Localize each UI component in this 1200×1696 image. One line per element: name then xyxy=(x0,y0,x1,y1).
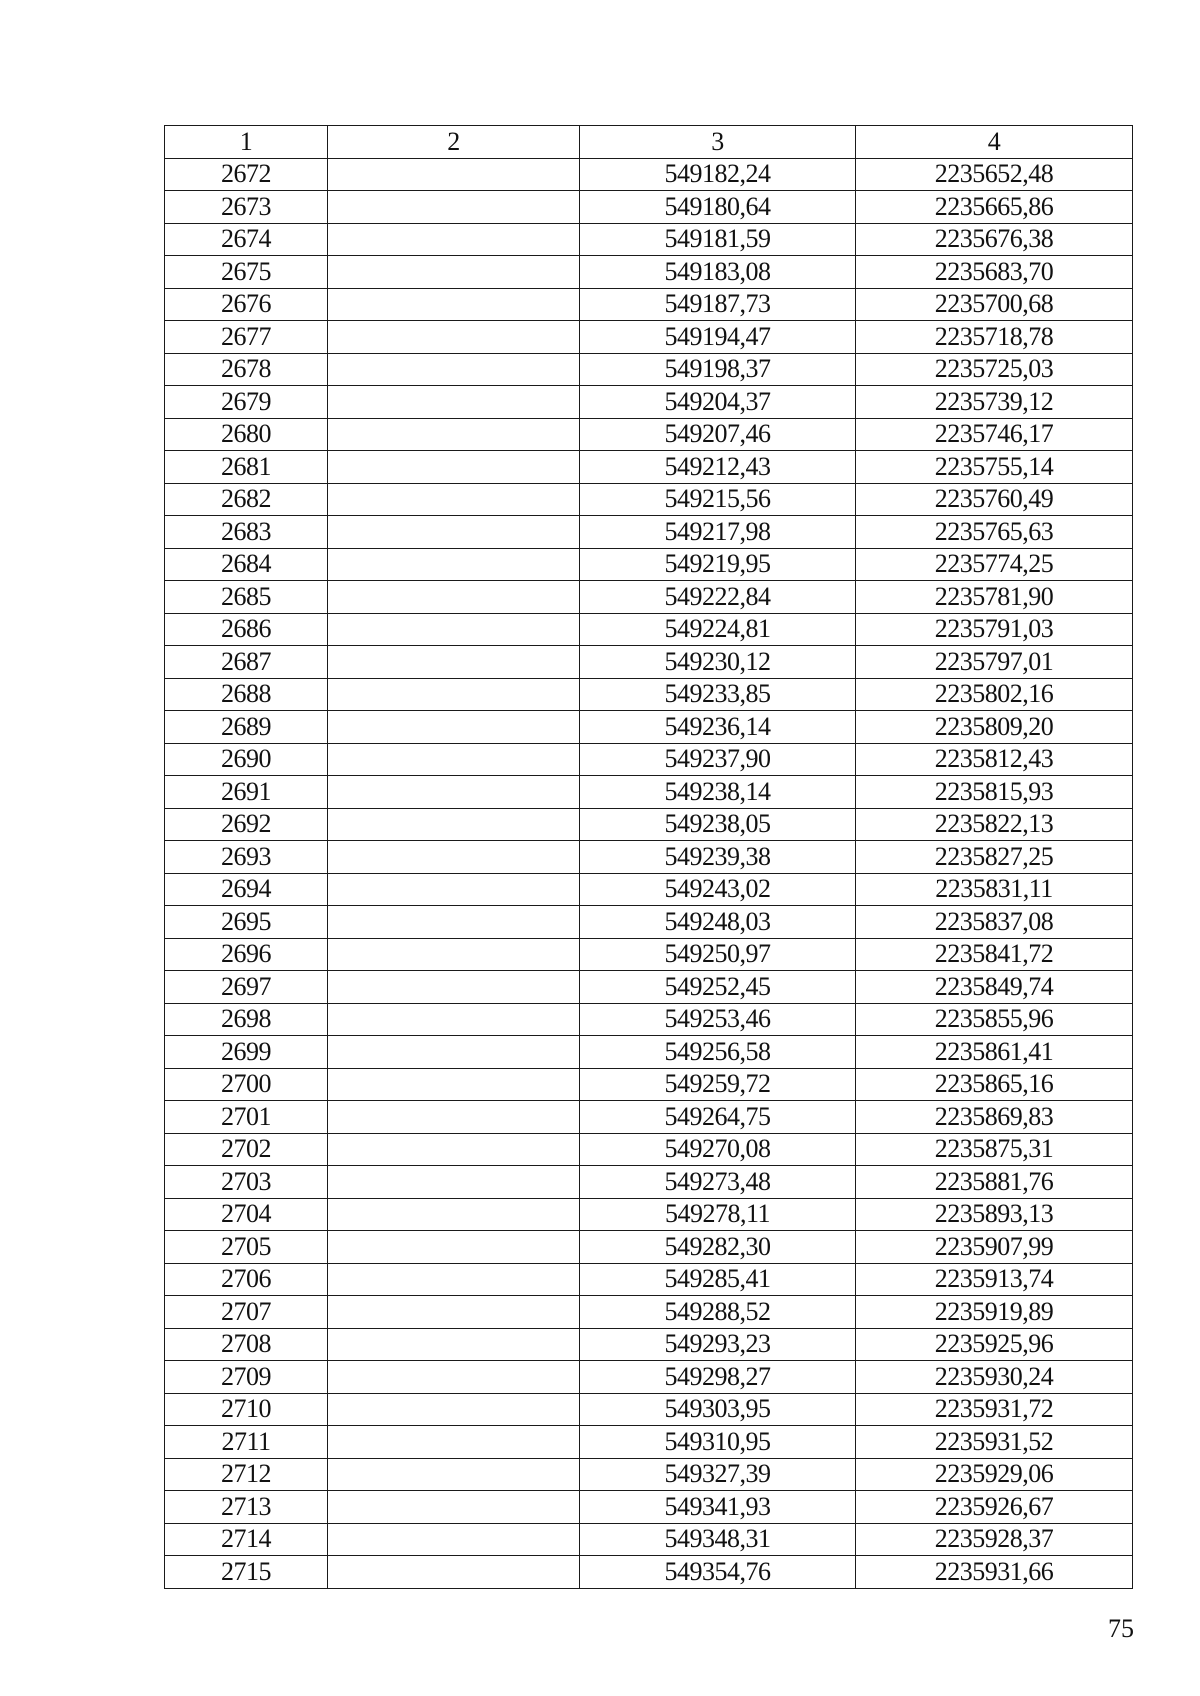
point-number-cell: 2702 xyxy=(165,1133,328,1166)
empty-cell xyxy=(328,841,580,874)
y-coordinate-cell: 2235781,90 xyxy=(856,581,1133,614)
table-row xyxy=(165,1133,1133,1166)
y-coordinate-cell: 2235837,08 xyxy=(856,906,1133,939)
x-coordinate-cell: 549215,56 xyxy=(580,483,856,516)
header-cell-1: 1 xyxy=(165,126,328,159)
empty-cell xyxy=(328,1166,580,1199)
x-coordinate-cell: 549224,81 xyxy=(580,613,856,646)
y-coordinate-cell: 2235893,13 xyxy=(856,1198,1133,1231)
x-coordinate-cell: 549282,30 xyxy=(580,1231,856,1264)
x-coordinate-cell: 549198,37 xyxy=(580,353,856,386)
empty-cell xyxy=(328,1556,580,1589)
empty-cell xyxy=(328,711,580,744)
x-coordinate-cell: 549230,12 xyxy=(580,646,856,679)
point-number-cell: 2686 xyxy=(165,613,328,646)
point-number-cell: 2701 xyxy=(165,1101,328,1134)
y-coordinate-cell: 2235919,89 xyxy=(856,1296,1133,1329)
table-row xyxy=(165,158,1133,191)
x-coordinate-cell: 549288,52 xyxy=(580,1296,856,1329)
y-coordinate-cell: 2235822,13 xyxy=(856,808,1133,841)
point-number-cell: 2710 xyxy=(165,1393,328,1426)
x-coordinate-cell: 549341,93 xyxy=(580,1491,856,1524)
point-number-cell: 2672 xyxy=(165,158,328,191)
header-cell-2: 2 xyxy=(328,126,580,159)
point-number-cell: 2677 xyxy=(165,321,328,354)
point-number-cell: 2711 xyxy=(165,1426,328,1459)
y-coordinate-cell: 2235718,78 xyxy=(856,321,1133,354)
y-coordinate-cell: 2235765,63 xyxy=(856,516,1133,549)
table-row xyxy=(165,451,1133,484)
header-cell-3: 3 xyxy=(580,126,856,159)
x-coordinate-cell: 549327,39 xyxy=(580,1458,856,1491)
y-coordinate-cell: 2235652,48 xyxy=(856,158,1133,191)
x-coordinate-cell: 549194,47 xyxy=(580,321,856,354)
x-coordinate-cell: 549183,08 xyxy=(580,256,856,289)
point-number-cell: 2693 xyxy=(165,841,328,874)
x-coordinate-cell: 549354,76 xyxy=(580,1556,856,1589)
x-coordinate-cell: 549264,75 xyxy=(580,1101,856,1134)
table-row xyxy=(165,1361,1133,1394)
table-row xyxy=(165,1068,1133,1101)
table-row xyxy=(165,1263,1133,1296)
point-number-cell: 2703 xyxy=(165,1166,328,1199)
x-coordinate-cell: 549222,84 xyxy=(580,581,856,614)
y-coordinate-cell: 2235812,43 xyxy=(856,743,1133,776)
table-row xyxy=(165,1003,1133,1036)
table-row xyxy=(165,288,1133,321)
x-coordinate-cell: 549248,03 xyxy=(580,906,856,939)
y-coordinate-cell: 2235929,06 xyxy=(856,1458,1133,1491)
table-row xyxy=(165,1491,1133,1524)
page-number: 75 xyxy=(1108,1614,1134,1643)
point-number-cell: 2695 xyxy=(165,906,328,939)
table-row xyxy=(165,841,1133,874)
table-row xyxy=(165,1458,1133,1491)
table-row xyxy=(165,711,1133,744)
x-coordinate-cell: 549181,59 xyxy=(580,223,856,256)
x-coordinate-cell: 549219,95 xyxy=(580,548,856,581)
x-coordinate-cell: 549253,46 xyxy=(580,1003,856,1036)
table-row xyxy=(165,906,1133,939)
point-number-cell: 2682 xyxy=(165,483,328,516)
x-coordinate-cell: 549278,11 xyxy=(580,1198,856,1231)
empty-cell xyxy=(328,1426,580,1459)
point-number-cell: 2712 xyxy=(165,1458,328,1491)
table-row xyxy=(165,1198,1133,1231)
table-body xyxy=(165,158,1133,1588)
table-row xyxy=(165,743,1133,776)
x-coordinate-cell: 549233,85 xyxy=(580,678,856,711)
x-coordinate-cell: 549212,43 xyxy=(580,451,856,484)
x-coordinate-cell: 549239,38 xyxy=(580,841,856,874)
table-row xyxy=(165,938,1133,971)
empty-cell xyxy=(328,1393,580,1426)
table-row xyxy=(165,256,1133,289)
empty-cell xyxy=(328,581,580,614)
table-row xyxy=(165,873,1133,906)
point-number-cell: 2691 xyxy=(165,776,328,809)
x-coordinate-cell: 549187,73 xyxy=(580,288,856,321)
table-row xyxy=(165,646,1133,679)
y-coordinate-cell: 2235925,96 xyxy=(856,1328,1133,1361)
empty-cell xyxy=(328,256,580,289)
empty-cell xyxy=(328,613,580,646)
y-coordinate-cell: 2235802,16 xyxy=(856,678,1133,711)
point-number-cell: 2684 xyxy=(165,548,328,581)
y-coordinate-cell: 2235791,03 xyxy=(856,613,1133,646)
y-coordinate-cell: 2235869,83 xyxy=(856,1101,1133,1134)
empty-cell xyxy=(328,646,580,679)
x-coordinate-cell: 549217,98 xyxy=(580,516,856,549)
empty-cell xyxy=(328,873,580,906)
point-number-cell: 2683 xyxy=(165,516,328,549)
empty-cell xyxy=(328,418,580,451)
table-row xyxy=(165,613,1133,646)
x-coordinate-cell: 549298,27 xyxy=(580,1361,856,1394)
y-coordinate-cell: 2235849,74 xyxy=(856,971,1133,1004)
x-coordinate-cell: 549270,08 xyxy=(580,1133,856,1166)
point-number-cell: 2680 xyxy=(165,418,328,451)
x-coordinate-cell: 549207,46 xyxy=(580,418,856,451)
y-coordinate-cell: 2235926,67 xyxy=(856,1491,1133,1524)
table-row xyxy=(165,1166,1133,1199)
y-coordinate-cell: 2235700,68 xyxy=(856,288,1133,321)
point-number-cell: 2690 xyxy=(165,743,328,776)
table-row xyxy=(165,1231,1133,1264)
x-coordinate-cell: 549273,48 xyxy=(580,1166,856,1199)
point-number-cell: 2707 xyxy=(165,1296,328,1329)
x-coordinate-cell: 549259,72 xyxy=(580,1068,856,1101)
point-number-cell: 2706 xyxy=(165,1263,328,1296)
x-coordinate-cell: 549310,95 xyxy=(580,1426,856,1459)
table-row xyxy=(165,386,1133,419)
table-row xyxy=(165,1393,1133,1426)
point-number-cell: 2681 xyxy=(165,451,328,484)
point-number-cell: 2704 xyxy=(165,1198,328,1231)
point-number-cell: 2700 xyxy=(165,1068,328,1101)
y-coordinate-cell: 2235931,52 xyxy=(856,1426,1133,1459)
x-coordinate-cell: 549182,24 xyxy=(580,158,856,191)
point-number-cell: 2675 xyxy=(165,256,328,289)
y-coordinate-cell: 2235797,01 xyxy=(856,646,1133,679)
point-number-cell: 2687 xyxy=(165,646,328,679)
y-coordinate-cell: 2235755,14 xyxy=(856,451,1133,484)
y-coordinate-cell: 2235931,72 xyxy=(856,1393,1133,1426)
point-number-cell: 2679 xyxy=(165,386,328,419)
empty-cell xyxy=(328,971,580,1004)
empty-cell xyxy=(328,516,580,549)
empty-cell xyxy=(328,353,580,386)
y-coordinate-cell: 2235913,74 xyxy=(856,1263,1133,1296)
empty-cell xyxy=(328,1523,580,1556)
empty-cell xyxy=(328,1361,580,1394)
table-row xyxy=(165,776,1133,809)
table-row xyxy=(165,483,1133,516)
table-row xyxy=(165,971,1133,1004)
empty-cell xyxy=(328,1296,580,1329)
y-coordinate-cell: 2235809,20 xyxy=(856,711,1133,744)
y-coordinate-cell: 2235827,25 xyxy=(856,841,1133,874)
point-number-cell: 2713 xyxy=(165,1491,328,1524)
x-coordinate-cell: 549293,23 xyxy=(580,1328,856,1361)
x-coordinate-cell: 549236,14 xyxy=(580,711,856,744)
x-coordinate-cell: 549252,45 xyxy=(580,971,856,1004)
table-row xyxy=(165,1523,1133,1556)
y-coordinate-cell: 2235774,25 xyxy=(856,548,1133,581)
table-row xyxy=(165,678,1133,711)
empty-cell xyxy=(328,1491,580,1524)
point-number-cell: 2696 xyxy=(165,938,328,971)
table-row xyxy=(165,1328,1133,1361)
y-coordinate-cell: 2235881,76 xyxy=(856,1166,1133,1199)
y-coordinate-cell: 2235861,41 xyxy=(856,1036,1133,1069)
point-number-cell: 2714 xyxy=(165,1523,328,1556)
point-number-cell: 2709 xyxy=(165,1361,328,1394)
y-coordinate-cell: 2235907,99 xyxy=(856,1231,1133,1264)
empty-cell xyxy=(328,1101,580,1134)
empty-cell xyxy=(328,808,580,841)
empty-cell xyxy=(328,548,580,581)
empty-cell xyxy=(328,906,580,939)
point-number-cell: 2676 xyxy=(165,288,328,321)
point-number-cell: 2698 xyxy=(165,1003,328,1036)
point-number-cell: 2692 xyxy=(165,808,328,841)
header-row xyxy=(165,126,1133,159)
y-coordinate-cell: 2235746,17 xyxy=(856,418,1133,451)
x-coordinate-cell: 549204,37 xyxy=(580,386,856,419)
empty-cell xyxy=(328,386,580,419)
empty-cell xyxy=(328,1133,580,1166)
x-coordinate-cell: 549303,95 xyxy=(580,1393,856,1426)
x-coordinate-cell: 549250,97 xyxy=(580,938,856,971)
empty-cell xyxy=(328,191,580,224)
point-number-cell: 2694 xyxy=(165,873,328,906)
point-number-cell: 2705 xyxy=(165,1231,328,1264)
empty-cell xyxy=(328,1068,580,1101)
empty-cell xyxy=(328,288,580,321)
y-coordinate-cell: 2235815,93 xyxy=(856,776,1133,809)
y-coordinate-cell: 2235865,16 xyxy=(856,1068,1133,1101)
empty-cell xyxy=(328,158,580,191)
y-coordinate-cell: 2235841,72 xyxy=(856,938,1133,971)
y-coordinate-cell: 2235760,49 xyxy=(856,483,1133,516)
table-row xyxy=(165,516,1133,549)
point-number-cell: 2697 xyxy=(165,971,328,1004)
table-row xyxy=(165,321,1133,354)
y-coordinate-cell: 2235665,86 xyxy=(856,191,1133,224)
x-coordinate-cell: 549238,14 xyxy=(580,776,856,809)
table-row xyxy=(165,353,1133,386)
empty-cell xyxy=(328,1036,580,1069)
y-coordinate-cell: 2235928,37 xyxy=(856,1523,1133,1556)
table-row xyxy=(165,581,1133,614)
table-header xyxy=(165,126,1133,159)
empty-cell xyxy=(328,1328,580,1361)
table-row xyxy=(165,808,1133,841)
empty-cell xyxy=(328,1263,580,1296)
y-coordinate-cell: 2235931,66 xyxy=(856,1556,1133,1589)
x-coordinate-cell: 549237,90 xyxy=(580,743,856,776)
empty-cell xyxy=(328,451,580,484)
header-cell-4: 4 xyxy=(856,126,1133,159)
y-coordinate-cell: 2235855,96 xyxy=(856,1003,1133,1036)
table-row xyxy=(165,1296,1133,1329)
y-coordinate-cell: 2235725,03 xyxy=(856,353,1133,386)
empty-cell xyxy=(328,743,580,776)
table-row xyxy=(165,548,1133,581)
table-row xyxy=(165,418,1133,451)
table-row xyxy=(165,223,1133,256)
x-coordinate-cell: 549285,41 xyxy=(580,1263,856,1296)
y-coordinate-cell: 2235683,70 xyxy=(856,256,1133,289)
table-row xyxy=(165,191,1133,224)
point-number-cell: 2674 xyxy=(165,223,328,256)
empty-cell xyxy=(328,1198,580,1231)
empty-cell xyxy=(328,321,580,354)
point-number-cell: 2715 xyxy=(165,1556,328,1589)
x-coordinate-cell: 549256,58 xyxy=(580,1036,856,1069)
empty-cell xyxy=(328,938,580,971)
empty-cell xyxy=(328,483,580,516)
empty-cell xyxy=(328,776,580,809)
table-row xyxy=(165,1101,1133,1134)
table-row xyxy=(165,1556,1133,1589)
y-coordinate-cell: 2235676,38 xyxy=(856,223,1133,256)
y-coordinate-cell: 2235875,31 xyxy=(856,1133,1133,1166)
empty-cell xyxy=(328,1458,580,1491)
empty-cell xyxy=(328,678,580,711)
coordinates-table xyxy=(164,125,1133,1589)
empty-cell xyxy=(328,1231,580,1264)
table-row xyxy=(165,1036,1133,1069)
x-coordinate-cell: 549180,64 xyxy=(580,191,856,224)
point-number-cell: 2689 xyxy=(165,711,328,744)
point-number-cell: 2685 xyxy=(165,581,328,614)
y-coordinate-cell: 2235831,11 xyxy=(856,873,1133,906)
point-number-cell: 2708 xyxy=(165,1328,328,1361)
point-number-cell: 2673 xyxy=(165,191,328,224)
empty-cell xyxy=(328,1003,580,1036)
table-row xyxy=(165,1426,1133,1459)
empty-cell xyxy=(328,223,580,256)
point-number-cell: 2678 xyxy=(165,353,328,386)
y-coordinate-cell: 2235739,12 xyxy=(856,386,1133,419)
point-number-cell: 2688 xyxy=(165,678,328,711)
y-coordinate-cell: 2235930,24 xyxy=(856,1361,1133,1394)
x-coordinate-cell: 549238,05 xyxy=(580,808,856,841)
point-number-cell: 2699 xyxy=(165,1036,328,1069)
x-coordinate-cell: 549243,02 xyxy=(580,873,856,906)
x-coordinate-cell: 549348,31 xyxy=(580,1523,856,1556)
